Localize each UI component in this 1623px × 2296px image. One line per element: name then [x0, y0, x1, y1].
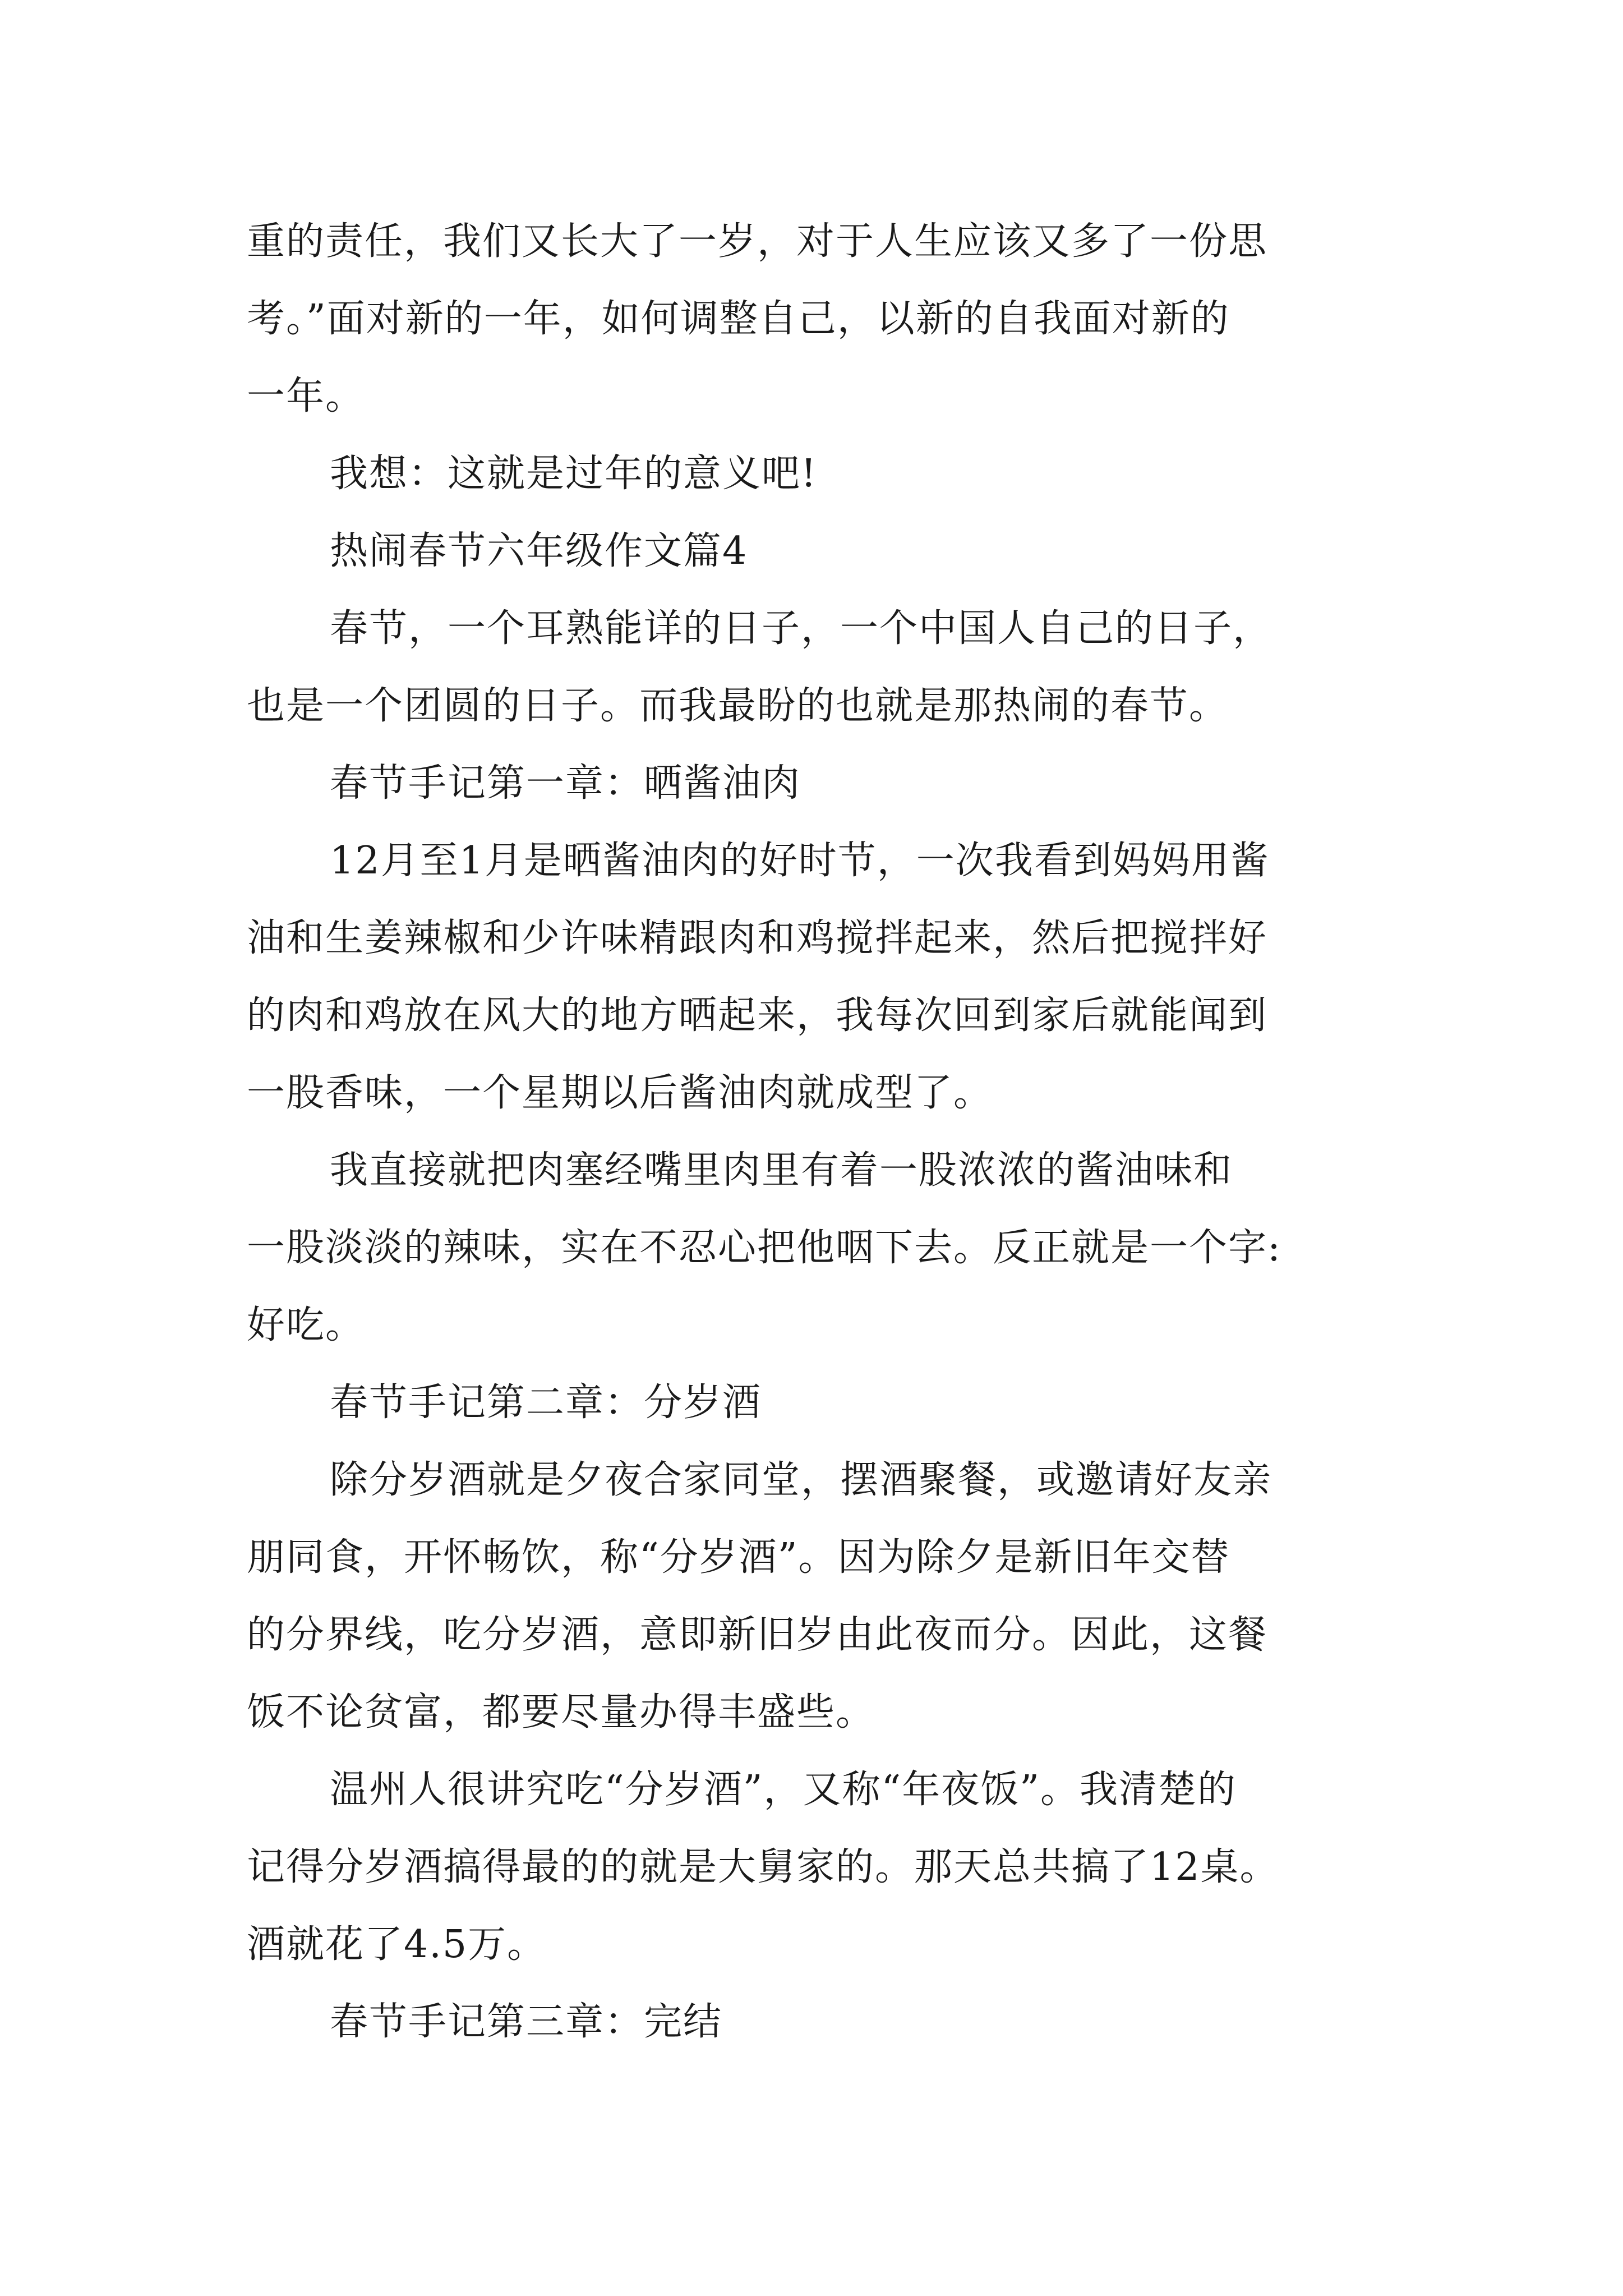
text-line: 重的责任，我们又长大了一岁，对于人生应该又多了一份思	[247, 219, 1268, 264]
text-line: 朋同食，开怀畅饮，称“分岁酒”。因为除夕是新旧年交替	[247, 1535, 1230, 1580]
text-line: 记得分岁酒搞得最的的就是大舅家的。那天总共搞了12桌。	[247, 1845, 1279, 1889]
text-line: 我直接就把肉塞经嘴里肉里有着一股浓浓的酱油味和	[330, 1148, 1233, 1193]
text-line: 好吃。	[247, 1303, 365, 1347]
text-line: 一年。	[247, 374, 365, 418]
text-line: 饭不论贫富，都要尽量办得丰盛些。	[247, 1690, 875, 1734]
chapter-heading: 春节手记第一章：晒酱油肉	[330, 761, 801, 806]
text-line: 春节，一个耳熟能详的日子，一个中国人自己的日子，	[330, 606, 1272, 651]
text-line: 的分界线，吃分岁酒，意即新旧岁由此夜而分。因此，这餐	[247, 1613, 1268, 1657]
document-body	[247, 203, 1402, 2061]
text-line: 的肉和鸡放在风大的地方晒起来，我每次回到家后就能闻到	[247, 993, 1268, 1038]
text-line: 温州人很讲究吃“分岁酒”，又称“年夜饭”。我清楚的	[330, 1768, 1237, 1812]
text-line: 考。”面对新的一年，如何调整自己，以新的自我面对新的	[247, 297, 1230, 341]
text-line: 也是一个团圆的日子。而我最盼的也就是那热闹的春节。	[247, 684, 1229, 728]
text-line: 我想：这就是过年的意义吧!	[330, 452, 818, 496]
text-line: 酒就花了4.5万。	[247, 1922, 547, 1967]
chapter-heading: 春节手记第二章：分岁酒	[330, 1381, 762, 1425]
chapter-heading: 春节手记第三章：完结	[330, 2000, 723, 2044]
text-line: 一股淡淡的辣味，实在不忍心把他咽下去。反正就是一个字:	[247, 1226, 1281, 1270]
section-heading: 热闹春节六年级作文篇4	[330, 529, 748, 573]
text-line: 除分岁酒就是夕夜合家同堂，摆酒聚餐，或邀请好友亲	[330, 1458, 1272, 1502]
text-line: 油和生姜辣椒和少许味精跟肉和鸡搅拌起来，然后把搅拌好	[247, 916, 1268, 960]
text-line: 一股香味，一个星期以后酱油肉就成型了。	[247, 1071, 993, 1115]
text-line: 12月至1月是晒酱油肉的好时节，一次我看到妈妈用酱	[330, 839, 1270, 883]
